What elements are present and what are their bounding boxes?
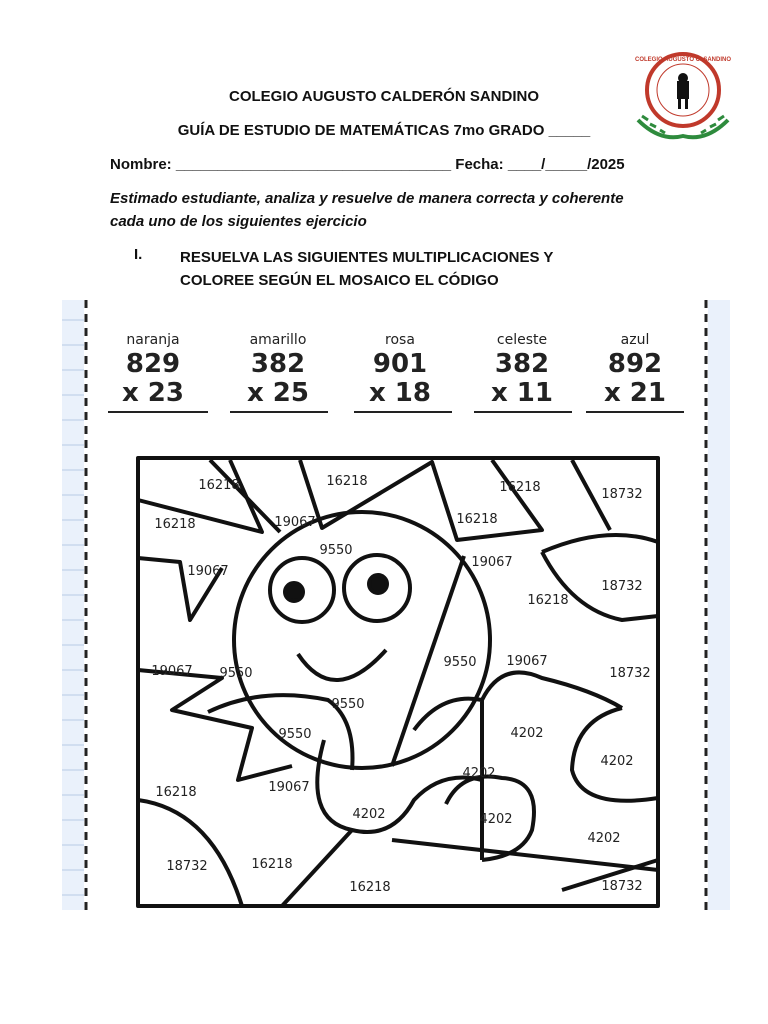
instructions: Estimado estudiante, analiza y resuelve de manera correcta y coherente cada uno de los siguientes ejercicio [110, 190, 624, 230]
mosaic-number: 9550 [443, 655, 477, 670]
mosaic-number: 4202 [600, 754, 634, 769]
mosaic-number: 4202 [587, 831, 621, 846]
mosaic-number: 9550 [278, 727, 312, 742]
logo-text: COLEGIO AUGUSTO C. SANDINO [634, 57, 732, 63]
mosaic-number: 4202 [352, 807, 386, 822]
problem-azul [586, 332, 684, 412]
mosaic-number: 9550 [319, 543, 353, 558]
section-text: RESUELVA LAS SIGUIENTES MULTIPLICACIONES Y COLOREE SEGÚN EL MOSAICO EL CÓDIGO [180, 249, 554, 289]
factor-bottom: x 23 [121, 378, 185, 408]
mosaic-number: 19067 [268, 780, 310, 795]
mosaic-number: 18732 [601, 879, 643, 894]
mosaic-number: 4202 [462, 766, 496, 781]
mosaic-number: 18732 [601, 579, 643, 594]
mosaic-number: 16218 [527, 593, 569, 608]
name-date-line: Nombre: _________________________________ Fecha: ____/_____/2025 [110, 156, 625, 173]
mosaic-number: 4202 [510, 726, 544, 741]
mosaic-number: 16218 [154, 517, 196, 532]
color-label: naranja [126, 332, 180, 348]
mosaic-number: 16218 [499, 480, 541, 495]
factor-top: 382 [494, 349, 550, 379]
factor-bottom: x 21 [603, 378, 667, 408]
factor-top: 901 [372, 349, 428, 379]
mosaic-number: 16218 [198, 478, 240, 493]
mosaic-number: 18732 [601, 487, 643, 502]
mosaic-number: 19067 [471, 555, 513, 570]
mosaic-number: 4202 [479, 812, 513, 827]
problem-amarillo [230, 332, 328, 412]
mosaic-number: 16218 [349, 880, 391, 895]
mosaic-number: 9550 [331, 697, 365, 712]
guide-title: GUÍA DE ESTUDIO DE MATEMÁTICAS 7mo GRADO _____ [177, 122, 591, 139]
mosaic-number: 16218 [326, 474, 368, 489]
factor-bottom: x 18 [368, 378, 432, 408]
school-name: COLEGIO AUGUSTO CALDERÓN SANDINO [228, 88, 539, 105]
factor-bottom: x 25 [246, 378, 310, 408]
worksheet-image [62, 300, 730, 910]
mosaic-number: 16218 [155, 785, 197, 800]
factor-top: 829 [125, 349, 181, 379]
mosaic-number: 18732 [166, 859, 208, 874]
school-logo [630, 50, 736, 146]
mosaic-number: 19067 [187, 564, 229, 579]
color-label: amarillo [249, 332, 307, 348]
mosaic-picture [138, 458, 658, 906]
problem-rosa [354, 332, 452, 412]
color-label: rosa [385, 332, 415, 348]
factor-top: 892 [607, 349, 663, 379]
problem-celeste [474, 332, 572, 412]
color-label: celeste [496, 332, 548, 348]
mosaic-number: 19067 [506, 654, 548, 669]
factor-top: 382 [250, 349, 306, 379]
problem-naranja [108, 332, 208, 412]
mosaic-number: 19067 [274, 515, 316, 530]
factor-bottom: x 11 [490, 378, 554, 408]
mosaic-number: 9550 [219, 666, 253, 681]
color-label: azul [620, 332, 650, 348]
mosaic-number: 19067 [151, 664, 193, 679]
mosaic-number: 16218 [456, 512, 498, 527]
section-number: I. [134, 246, 143, 263]
mosaic-number: 16218 [251, 857, 293, 872]
mosaic-number: 18732 [609, 666, 651, 681]
